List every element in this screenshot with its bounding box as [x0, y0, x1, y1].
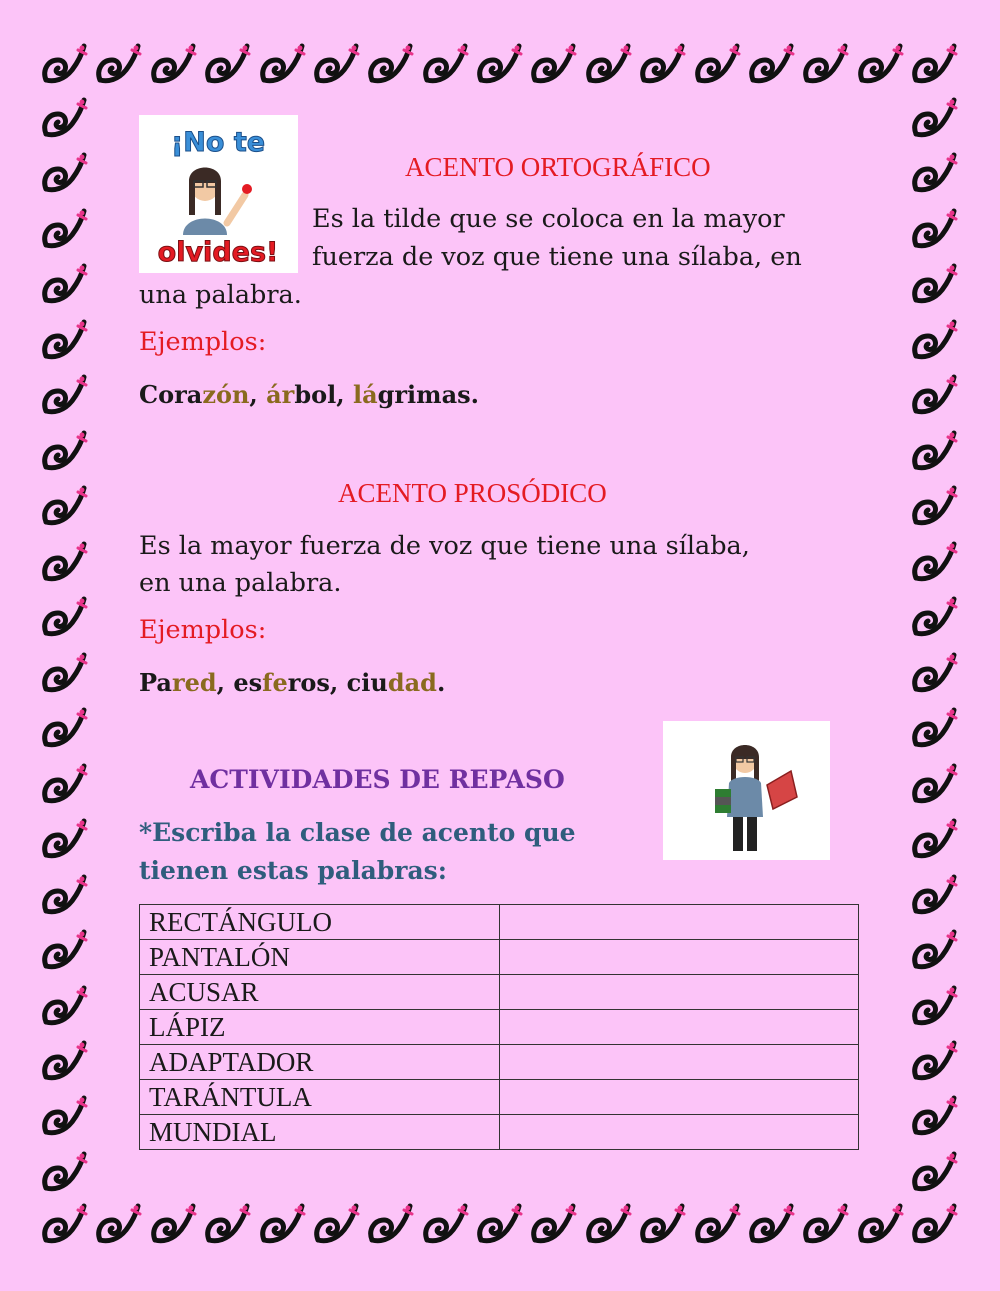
- border-ornament-icon: [910, 926, 960, 976]
- border-ornament-icon: [475, 40, 525, 90]
- table-row: [140, 1080, 859, 1115]
- border-ornament-icon: [910, 427, 960, 477]
- word-cell: LÁPIZ: [140, 1010, 500, 1045]
- border-bottom: [40, 1200, 960, 1250]
- border-ornament-icon: [856, 40, 906, 90]
- border-ornament-icon: [149, 40, 199, 90]
- border-ornament-icon: [40, 482, 90, 532]
- border-ornament-icon: [584, 40, 634, 90]
- border-ornament-icon: [40, 260, 90, 310]
- border-ornament-icon: [40, 316, 90, 366]
- acento-ortografico-title: ACENTO ORTOGRÁFICO: [405, 152, 711, 182]
- border-left: [40, 94, 90, 1198]
- border-ornament-icon: [40, 205, 90, 255]
- border-ornament-icon: [910, 982, 960, 1032]
- ortografico-definition-line-2: fuerza de voz que tiene una sílaba, en: [312, 242, 802, 272]
- border-ornament-icon: [40, 871, 90, 921]
- border-ornament-icon: [693, 40, 743, 90]
- answer-cell[interactable]: [500, 940, 859, 975]
- border-ornament-icon: [40, 760, 90, 810]
- border-ornament-icon: [203, 1200, 253, 1250]
- border-ornament-icon: [149, 1200, 199, 1250]
- border-top: [40, 40, 960, 90]
- border-ornament-icon: [40, 815, 90, 865]
- border-ornament-icon: [475, 1200, 525, 1250]
- border-ornament-icon: [910, 593, 960, 643]
- table-row: [140, 905, 859, 940]
- activities-instruction-line-2: tienen estas palabras:: [139, 856, 447, 885]
- word-cell: MUNDIAL: [140, 1115, 500, 1150]
- border-ornament-icon: [40, 1200, 90, 1250]
- border-ornament-icon: [910, 94, 960, 144]
- table-row: [140, 1115, 859, 1150]
- border-ornament-icon: [693, 1200, 743, 1250]
- border-ornament-icon: [910, 760, 960, 810]
- border-ornament-icon: [856, 1200, 906, 1250]
- border-ornament-icon: [40, 94, 90, 144]
- border-ornament-icon: [801, 1200, 851, 1250]
- border-ornament-icon: [94, 40, 144, 90]
- ortografico-definition-line-3: una palabra.: [139, 280, 302, 310]
- border-ornament-icon: [910, 815, 960, 865]
- border-ornament-icon: [910, 1037, 960, 1087]
- answer-cell[interactable]: [500, 1080, 859, 1115]
- border-ornament-icon: [910, 538, 960, 588]
- border-ornament-icon: [40, 982, 90, 1032]
- border-ornament-icon: [40, 40, 90, 90]
- table-row: [140, 1045, 859, 1080]
- example-word: Pared,: [139, 668, 226, 697]
- reminder-avatar-image: [139, 115, 298, 273]
- border-ornament-icon: [529, 1200, 579, 1250]
- border-ornament-icon: [638, 1200, 688, 1250]
- border-ornament-icon: [910, 260, 960, 310]
- border-ornament-icon: [747, 1200, 797, 1250]
- answer-cell[interactable]: [500, 1010, 859, 1045]
- activities-title: ACTIVIDADES DE REPASO: [190, 765, 565, 794]
- ortografico-examples: [139, 380, 479, 409]
- prosodico-examples-label: Ejemplos:: [139, 615, 267, 645]
- border-ornament-icon: [40, 1092, 90, 1142]
- teacher-avatar-image: [663, 721, 830, 860]
- border-ornament-icon: [584, 1200, 634, 1250]
- answer-cell[interactable]: [500, 1115, 859, 1150]
- border-ornament-icon: [40, 427, 90, 477]
- answer-cell[interactable]: [500, 905, 859, 940]
- border-right: [910, 94, 960, 1198]
- word-cell: ADAPTADOR: [140, 1045, 500, 1080]
- prosodico-definition-line-2: en una palabra.: [139, 568, 342, 598]
- border-ornament-icon: [529, 40, 579, 90]
- border-ornament-icon: [910, 649, 960, 699]
- example-word: árbol,: [266, 380, 345, 409]
- table-row: [140, 1010, 859, 1045]
- border-ornament-icon: [910, 149, 960, 199]
- border-ornament-icon: [312, 40, 362, 90]
- border-ornament-icon: [366, 40, 416, 90]
- word-cell: TARÁNTULA: [140, 1080, 500, 1115]
- border-ornament-icon: [40, 1037, 90, 1087]
- table-row: [140, 975, 859, 1010]
- activities-instruction-line-1: *Escriba la clase de acento que: [139, 818, 576, 847]
- border-ornament-icon: [40, 704, 90, 754]
- border-ornament-icon: [421, 1200, 471, 1250]
- border-ornament-icon: [910, 704, 960, 754]
- answer-cell[interactable]: [500, 975, 859, 1010]
- acento-prosodico-title: ACENTO PROSÓDICO: [338, 478, 607, 508]
- border-ornament-icon: [366, 1200, 416, 1250]
- border-ornament-icon: [910, 1148, 960, 1198]
- border-ornament-icon: [258, 1200, 308, 1250]
- border-ornament-icon: [40, 149, 90, 199]
- border-ornament-icon: [910, 371, 960, 421]
- words-table: [139, 904, 859, 1150]
- border-ornament-icon: [40, 1148, 90, 1198]
- border-ornament-icon: [910, 871, 960, 921]
- example-word: ciudad.: [346, 668, 446, 697]
- border-ornament-icon: [910, 205, 960, 255]
- example-word: esferos,: [233, 668, 339, 697]
- prosodico-definition-line-1: Es la mayor fuerza de voz que tiene una sílaba,: [139, 531, 750, 561]
- prosodico-examples: [139, 668, 445, 697]
- border-ornament-icon: [40, 371, 90, 421]
- border-ornament-icon: [421, 40, 471, 90]
- border-ornament-icon: [910, 1200, 960, 1250]
- border-ornament-icon: [258, 40, 308, 90]
- border-ornament-icon: [40, 593, 90, 643]
- border-ornament-icon: [801, 40, 851, 90]
- svg-text:¡No te: ¡No te: [170, 127, 266, 158]
- example-word: Corazón,: [139, 380, 258, 409]
- word-cell: ACUSAR: [140, 975, 500, 1010]
- border-ornament-icon: [747, 40, 797, 90]
- answer-cell[interactable]: [500, 1045, 859, 1080]
- border-ornament-icon: [94, 1200, 144, 1250]
- border-ornament-icon: [40, 538, 90, 588]
- border-ornament-icon: [910, 316, 960, 366]
- table-row: [140, 940, 859, 975]
- ortografico-definition-line-1: Es la tilde que se coloca en la mayor: [312, 204, 785, 234]
- border-ornament-icon: [312, 1200, 362, 1250]
- border-ornament-icon: [638, 40, 688, 90]
- border-ornament-icon: [910, 482, 960, 532]
- word-cell: RECTÁNGULO: [140, 905, 500, 940]
- border-ornament-icon: [910, 40, 960, 90]
- svg-text:olvides!: olvides!: [157, 237, 279, 268]
- ortografico-examples-label: Ejemplos:: [139, 327, 267, 357]
- border-ornament-icon: [40, 926, 90, 976]
- border-ornament-icon: [203, 40, 253, 90]
- border-ornament-icon: [40, 649, 90, 699]
- word-cell: PANTALÓN: [140, 940, 500, 975]
- example-word: lágrimas.: [352, 380, 479, 409]
- border-ornament-icon: [910, 1092, 960, 1142]
